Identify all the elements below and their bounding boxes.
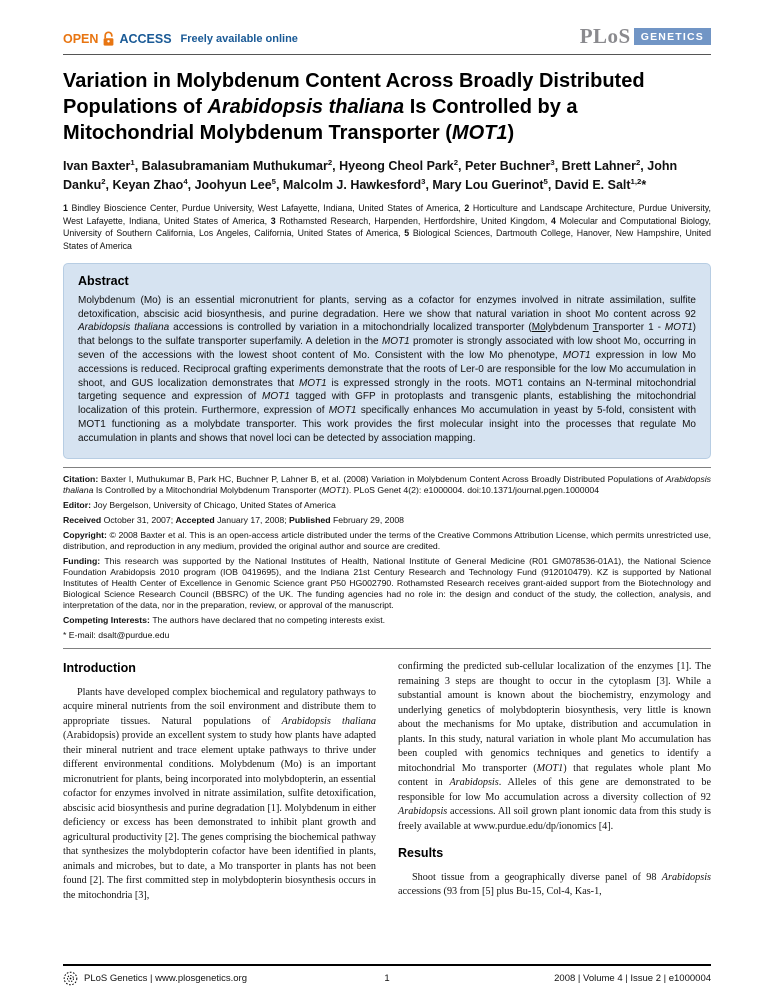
open-access-icon <box>102 31 115 47</box>
plos-wordmark-text: PLoS <box>579 24 631 48</box>
affiliations: 1 Bindley Bioscience Center, Purdue University, West Lafayette, Indiana, United States of America, 2 Horticulture and Landscape Architecture, Purdue University, West Lafayette, Indiana, United States of America, 3 Rothamsted Research, Harpenden, Hertfordshire, United Kingdom, 4 Molecular and Computational Biology, University of Southern California, Los Angeles, California, United States of America, 5 Biological Sciences, Dartmouth College, Hanover, New Hampshire, United States of America <box>63 202 711 252</box>
copyright-line: Copyright: © 2008 Baxter et al. This is an open-access article distributed under the terms of the Creative Commons Attribution License, which permits unrestricted use, distribution, and reproduction in any medium, provided the original author and source are credited. <box>63 529 712 551</box>
article-metadata <box>63 467 711 650</box>
introduction-continued-paragraph: confirming the predicted sub-cellular localization of the enzymes [1]. The remaining 3 steps are thought to occur in the cytoplasm [3]. While a substantial amount is known about the biochemistry, enzymology and underlying genetics of molybdopterin biosynthesis, very little is known about the mechanisms for Mo uptake, distribution and accumulation in plants. In this study, natural variation in whole plant Mo accumulation has been coupled with genomics techniques and genetics to identify a mitochondrial Mo transporter (MOT1) that regulates whole plant Mo content in Arabidopsis. Alleles of this gene are demonstrated to be responsible for low Mo accumulation across a diversity collection of 92 Arabidopsis accessions. All soil grown plant ionomic data from this study is freely available at www.purdue.edu/dp/ionomics [4]. <box>398 661 711 832</box>
footer-page-number: 1 <box>384 973 390 984</box>
plos-genetics-wordmark <box>580 24 711 49</box>
introduction-paragraph: Plants have developed complex biochemical and regulatory pathways to acquire mineral nutrients from the soil environment and distribute them to appropriate tissues. Natural populations of Arabidopsis thaliana (Arabidopsis) provide an excellent system to study how plants have adapted their mineral nutrient and trace element uptake pathways to thrive under different environmental conditions. Molybdenum (Mo) is an important micronutrient for plants, being incorporated into molybdopterin, an essential cofactor for enzymes involved in nitrate assimilation, sulfite detoxification, abscisic acid biosynthesis and purine degradation [1]. Molybdenum in either deficiency or excess has been demonstrated to inhibit plant growth and agricultural productivity [2]. The genes comprising the biochemical pathway that synthesizes the molybdopterin cofactor have been identified in plants, animals and microbes, but to date, a Mo transporter in plants has not been found [2]. The first committed step in molybdopterin biosynthesis occurs in the mitochondria [3], <box>63 686 376 901</box>
funding-line: Funding: This research was supported by the National Institutes of Health, National Institute of General Medicine (R01 GM078536-01A1), the National Science Foundation Arabidopsis 2010 program (IOB 0419695), and the Indiana 21st Century Research and Technology Fund (912010479). KZ is supported by National Institutes of Health Center of Excellence in Genomic Science grant P50 HG002790. Rothamsted Research receives grant-aided support from the Biotechnology and Biological Science Research Council (BBSRC) of the UK. The funding agencies had no role in: the design and conduct of the study, the collection, analysis, and interpretation of the data, nor in the preparation, review, or approval of the manuscript. <box>63 555 712 611</box>
results-paragraph: Shoot tissue from a geographically diverse panel of 98 Arabidopsis accessions (93 from [5] plus Bu-15, Col-4, Kas-1, <box>398 871 711 898</box>
article-title: Variation in Molybdenum Content Across Broadly Distributed Populations of Arabidopsis thaliana Is Controlled by a Mitochondrial Molybdenum Transporter (MOT1) <box>63 70 645 144</box>
footer-issue-info: 2008 | Volume 4 | Issue 2 | e1000004 <box>554 973 712 984</box>
page-footer <box>63 964 711 986</box>
body-column-right <box>398 660 711 964</box>
body-column-left <box>63 660 376 964</box>
editor-line: Editor: Joy Bergelson, University of Chicago, United States of America <box>63 499 336 510</box>
competing-interests-line: Competing Interests: The authors have declared that no competing interests exist. <box>63 615 386 626</box>
footer-journal-url: PLoS Genetics | www.plosgenetics.org <box>84 973 247 984</box>
genetics-wordmark-box: GENETICS <box>634 28 711 45</box>
results-heading: Results <box>398 846 444 860</box>
dates-line: Received October 31, 2007; Accepted January 17, 2008; Published February 29, 2008 <box>63 514 404 525</box>
corresponding-email-line[interactable]: * E-mail: dsalt@purdue.edu <box>63 630 170 641</box>
abstract-heading: Abstract <box>78 273 129 288</box>
abstract-text: Molybdenum (Mo) is an essential micronutrient for plants, serving as a cofactor for enzymes involved in nitrate assimilation, sulfite detoxification, abscisic acid biosynthesis, and purine degradation. Here we show that natural variation in shoot Mo content across 92 Arabidopsis thaliana accessions is controlled by variation in a mitochondrially localized transporter (Molybdenum Transporter 1 - MOT1) that belongs to the sulfate transporter superfamily. A deletion in the MOT1 promoter is strongly associated with low shoot Mo, occurring in seven of the accessions with the lowest shoot content of Mo. Consistent with the low Mo phenotype, MOT1 expression in low Mo accessions is reduced. Reciprocal grafting experiments demonstrate that the roots of Ler-0 are responsible for the low Mo accumulation in shoot, and GUS localization demonstrates that MOT1 is expressed strongly in the roots. MOT1 contains an N-terminal mitochondrial targeting sequence and expression of MOT1 tagged with GFP in protoplasts and transgenic plants, establishing the mitochondrial localization of this protein. Furthermore, expression of MOT1 specifically enhances Mo accumulation in yeast by 5-fold, consistent with MOT1 functioning as a molybdate transporter. This work provides the first molecular insight into the processes that regulate Mo accumulation in plants and shows that novel loci can be detected by association mapping. <box>78 294 697 444</box>
article-body <box>63 660 711 964</box>
open-access-tagline: Freely available online <box>180 33 298 45</box>
footer-left <box>63 971 384 986</box>
abstract-box <box>63 263 711 459</box>
author-list: Ivan Baxter$^1$, Balasubramaniam Muthukumar$^2$, Hyeong Cheol Park$^2$, Peter Buchner$^3$, Brett Lahner$^2$, John Danku$^2$, Keyan Zhao$^4$, Joohyun Lee$^5$, Malcolm J. Hawkesford$^3$, Mary Lou Guerinot$^5$, David E. Salt$^{1,2}$* <box>63 158 678 193</box>
introduction-heading: Introduction <box>63 661 136 676</box>
masthead <box>63 24 711 55</box>
open-access-access-label: ACCESS <box>119 32 172 46</box>
plos-logo-icon <box>63 971 78 986</box>
open-access-banner <box>63 31 298 49</box>
open-access-open-label: OPEN <box>63 32 99 46</box>
citation-line: Citation: Baxter I, Muthukumar B, Park HC, Buchner P, Lahner B, et al. (2008) Variation in Molybdenum Content Across Broadly Distributed Populations of Arabidopsis thaliana Is Controlled by a Mitochondrial Molybdenum Transporter (MOT1). PLoS Genet 4(2): e1000004. doi:10.1371/journal.pgen.1000004 <box>63 473 711 495</box>
